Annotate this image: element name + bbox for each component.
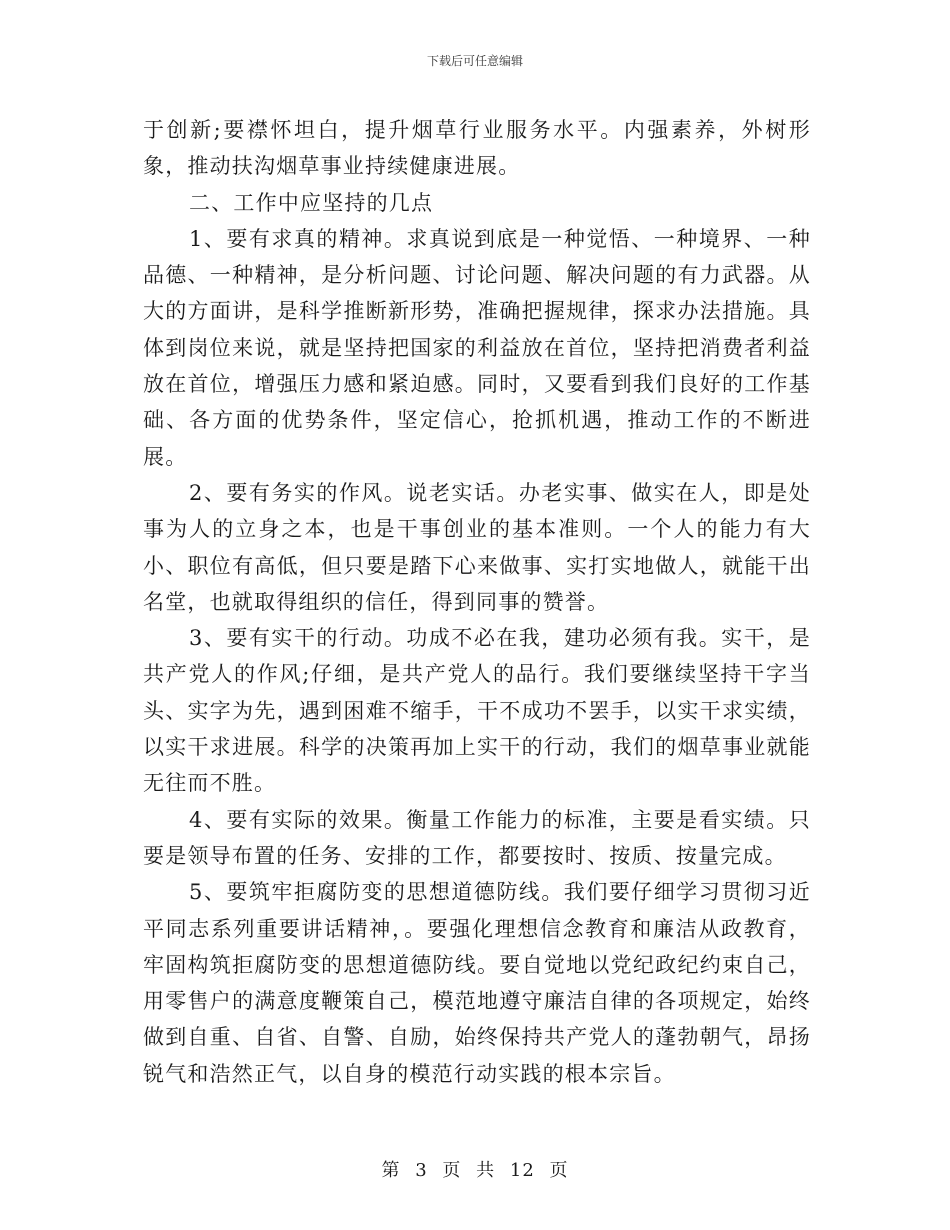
paragraph: 3、要有实干的行动。功成不必在我，建功必须有我。实干，是共产党人的作风;仔细，是共产党人的品行。我们要继续坚持干字当头、实字为先，遇到困难不缩手，干不成功不罢手，以实干求实绩，以实干求进展。科学的决策再加上实干的行动，我们的烟草事业就能无往而不胜。 (143, 626, 811, 796)
paragraph: 2、要有务实的作风。说老实话。办老实事、做实在人，即是处事为人的立身之本，也是干事创业的基本准则。一个人的能力有大小、职位有高低，但只要是踏下心来做事、实打实地做人，就能干出名堂，也就取得组织的信任，得到同事的赞誉。 (143, 480, 811, 614)
document-body (143, 112, 811, 1092)
footer-prefix: 第 (381, 1160, 401, 1181)
paragraph: 于创新;要襟怀坦白，提升烟草行业服务水平。内强素养，外树形象，推动扶沟烟草事业持续健康进展。 (143, 118, 811, 179)
paragraph: 1、要有求真的精神。求真说到底是一种觉悟、一种境界、一种品德、一种精神，是分析问题、讨论问题、解决问题的有力武器。从大的方面讲，是科学推断新形势，准确把握规律，探求办法措施。具体到岗位来说，就是坚持把国家的利益放在首位，坚持把消费者利益放在首位，增强压力感和紧迫感。同时，又要看到我们良好的工作基础、各方面的优势条件，坚定信心，抢抓机遇，推动工作的不断进展。 (143, 226, 811, 469)
paragraph: 5、要筑牢拒腐防变的思想道德防线。我们要仔细学习贯彻习近平同志系列重要讲话精神，。要强化理想信念教育和廉洁从政教育，牢固构筑拒腐防变的思想道德防线。要自觉地以党纪政纪约束自己，用零售户的满意度鞭策自己，模范地遵守廉洁自律的各项规定，始终做到自重、自省、自警、自励，始终保持共产党人的蓬勃朝气，昂扬锐气和浩然正气，以自身的模范行动实践的根本宗旨。 (143, 880, 811, 1086)
page-header: 下载后可任意编辑 (426, 54, 523, 68)
page-footer (0, 1156, 950, 1182)
section-heading: 二、工作中应坚持的几点 (189, 190, 434, 215)
footer-page-word: 页 (442, 1160, 462, 1181)
footer-suffix: 页 (549, 1160, 569, 1181)
total-pages-number: 12 (509, 1160, 535, 1181)
footer-total-word: 共 (476, 1160, 496, 1181)
current-page-number: 3 (415, 1160, 428, 1181)
paragraph: 4、要有实际的效果。衡量工作能力的标准，主要是看实绩。只要是领导布置的任务、安排的工作，都要按时、按质、按量完成。 (143, 807, 811, 868)
